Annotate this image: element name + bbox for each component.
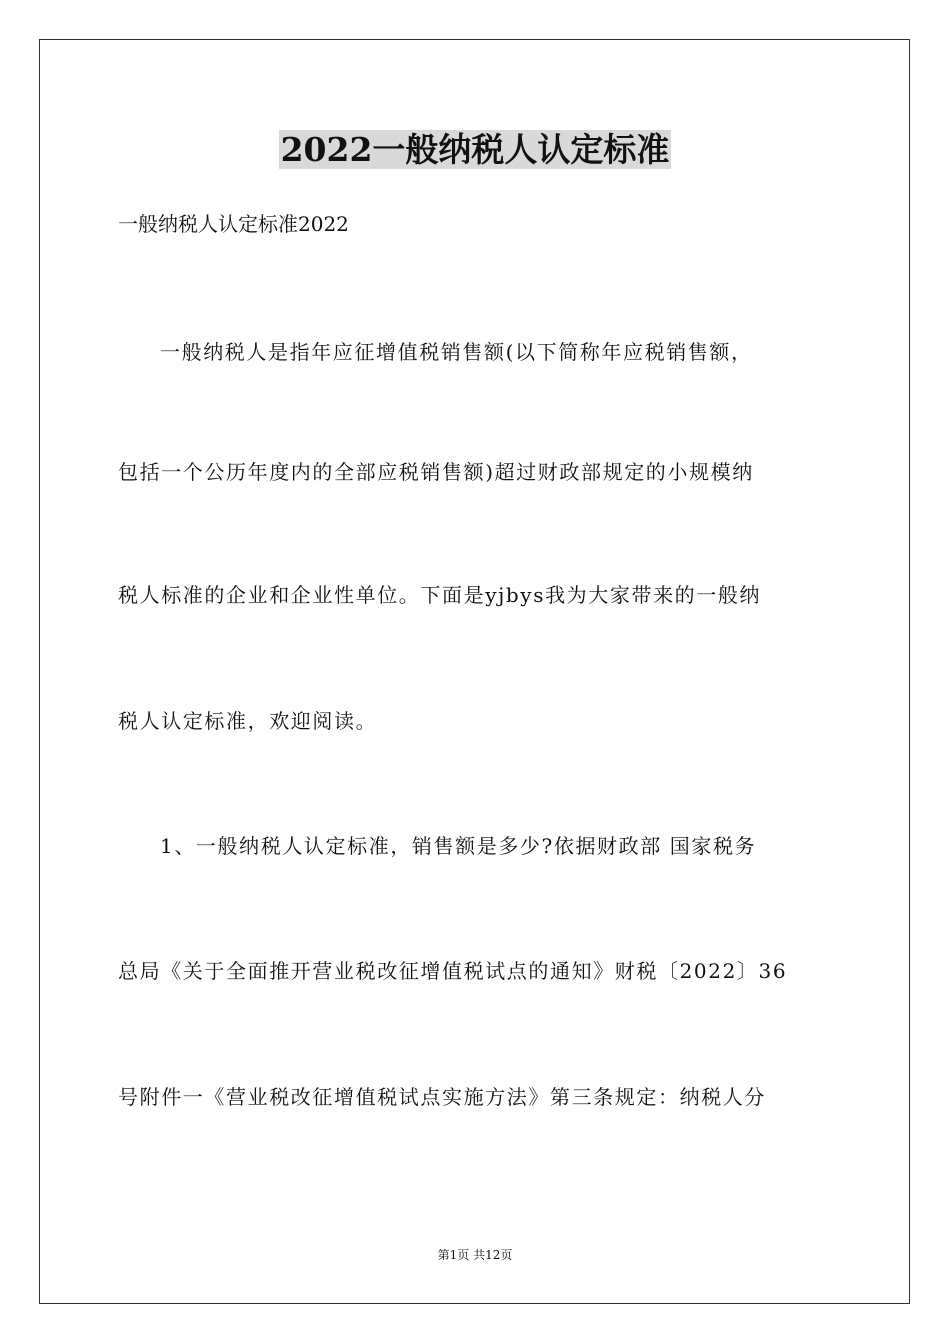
- body-line-4: 税人认定标准，欢迎阅读。: [118, 709, 378, 733]
- body-line-7: 号附件一《营业税改征增值税试点实施方法》第三条规定：纳税人分: [118, 1085, 766, 1109]
- body-line-2: 包括一个公历年度内的全部应税销售额)超过财政部规定的小规模纳: [118, 460, 754, 484]
- body-line-1: 一般纳税人是指年应征增值税销售额(以下简称年应税销售额，: [160, 340, 753, 364]
- body-line-5: 1、一般纳税人认定标准，销售额是多少?依据财政部 国家税务: [160, 834, 757, 858]
- document-subtitle: 一般纳税人认定标准2022: [118, 212, 349, 236]
- page-number-footer: 第1页 共12页: [437, 1248, 513, 1262]
- body-line-3: 税人标准的企业和企业性单位。下面是yjbys我为大家带来的一般纳: [118, 583, 762, 607]
- body-line-6: 总局《关于全面推开营业税改征增值税试点的通知》财税〔2022〕36: [118, 959, 788, 983]
- document-title-text: 2022一般纳税人认定标准: [280, 130, 670, 169]
- document-title: [0, 126, 950, 174]
